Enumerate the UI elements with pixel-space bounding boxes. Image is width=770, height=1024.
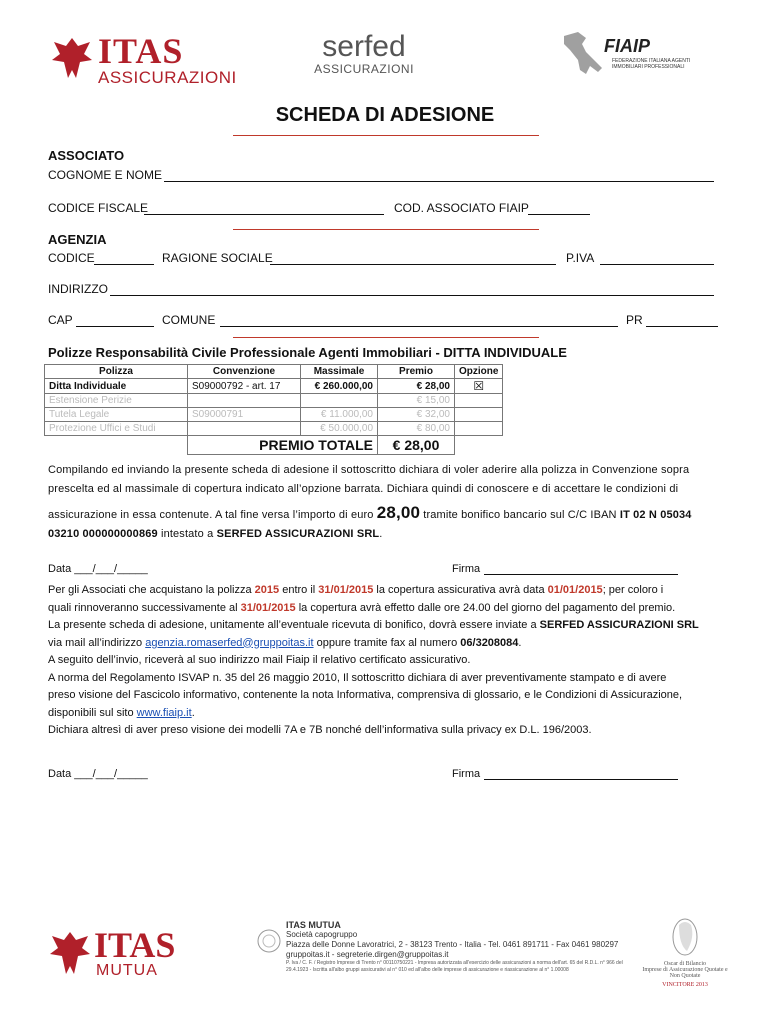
company-name: ITAS MUTUA [286,920,341,930]
codice-label: CODICE [48,251,95,265]
info-paragraph [48,582,728,740]
associato-heading: ASSOCIATO [48,148,125,163]
cod-associato-field[interactable] [528,214,590,215]
info-text: A seguito dell’invio, riceverà al suo indirizzo mail Fiaip il relativo certificato assicurativo. [48,654,471,666]
info-text: quali rinnoveranno successivamente al [48,601,241,614]
iban-part2: 03210 000000000869 [48,528,158,540]
premio-cell: € 32,00 [378,408,455,422]
total-row [45,436,503,455]
serfed-logo-sub: ASSICURAZIONI [314,62,414,76]
fax-number: 06/3208084 [460,636,519,649]
year-highlight: 2015 [254,584,280,596]
declaration-line: intestato a [157,528,217,540]
email-link[interactable]: agenzia.romaserfed@gruppoitas.it [145,636,314,649]
info-text: ; per coloro i [602,584,664,596]
info-text: entro il [279,584,319,596]
col-opzione: Opzione [455,365,503,379]
table-row [45,408,503,422]
declaration-line: Compilando ed inviando la presente scheda di adesione il sottoscritto dichiara di voler aderire alla polizza in Convenzione sopra [48,464,690,476]
declaration-line: . [379,528,383,540]
company-legal: P. Iva / C. F. / Registro Imprese di Trento n° 00110750221 - Impresa autorizzata all'esercizio delle assicurazioni a norma dell'art. 65 del R.D.L. n° 966 del 29.4.1923 - Iscritta all'albo gruppi assicurativi al n° 010 ed all'albo delle imprese di assicurazione e riassicurazione al n° 1.00008 [286,960,623,973]
company-emails: gruppoitas.it - segreterie.dirgen@gruppoitas.it [286,950,449,959]
comune-label: COMUNE [162,313,216,327]
company-group: Società capogruppo [286,930,358,939]
col-premio: Premio [378,365,455,379]
info-text: A norma del Regolamento ISVAP n. 35 del 26 maggio 2010, Il sottoscritto dichiara di aver preventivamente stampato e di avere [48,671,667,684]
award-subtitle: Imprese di Assicurazione Quotate e Non Quotate [642,967,728,979]
date-highlight: 31/01/2015 [318,584,374,596]
date-field[interactable]: Data ___/___/_____ [48,768,148,780]
itas-logo [50,32,250,90]
table-row [45,394,503,408]
declaration-line: assicurazione in essa contenute. A tal fine versa l’importo di euro [48,509,377,521]
itas-logo-sub: ASSICURAZIONI [98,68,237,87]
indirizzo-field[interactable] [110,295,714,296]
info-text: . [191,706,195,719]
massimale-cell [301,394,378,408]
codice-field[interactable] [94,264,154,265]
info-text: Dichiara altresì di aver preso visione dei modelli 7A e 7B nonché dell’informativa sulla privacy ex D.L. 196/2003. [48,724,592,736]
info-text: la copertura assicurativa avrà data [373,584,548,596]
option-checkbox[interactable] [455,422,503,436]
polizza-cell: Tutela Legale [45,408,188,422]
divider [233,229,539,230]
convenzione-cell: S09000792 - art. 17 [188,379,301,394]
website-link[interactable]: www.fiaip.it [136,706,192,719]
award-winner: VINCITORE 2013 [662,982,708,988]
info-text: . [518,636,522,649]
pr-field[interactable] [646,326,718,327]
massimale-cell: € 260.000,00 [301,379,378,394]
info-text: via mail all’indirizzo [48,636,146,649]
info-text: la copertura avrà effetto dalle ore 24.00 del giorno del pagamento del premio. [295,601,676,614]
table-header-row [45,365,503,379]
pr-label: PR [626,313,643,327]
date-highlight: 01/01/2015 [547,584,603,596]
company-address: Piazza delle Donne Lavoratrici, 2 - 38123 Trento - Italia - Tel. 0461 891711 - Fax 0461 980297 [286,940,619,949]
info-text: disponibili sul sito [48,706,137,719]
itas-mutua-logo-name: ITAS [94,925,176,965]
info-text: Per gli Associati che acquistano la polizza [48,584,255,596]
piva-field[interactable] [600,264,714,265]
total-label: PREMIO TOTALE [188,436,378,455]
massimale-cell: € 50.000,00 [301,422,378,436]
divider [233,337,539,338]
agenzia-heading: AGENZIA [48,232,107,247]
eagle-icon [48,928,92,978]
serfed-logo [314,30,414,90]
signature-field[interactable] [484,574,678,575]
cap-field[interactable] [76,326,154,327]
premio-cell: € 28,00 [378,379,455,394]
fiaip-logo [556,30,716,86]
signature-field[interactable] [484,779,678,780]
cognome-nome-field[interactable] [164,181,714,182]
col-massimale: Massimale [301,365,378,379]
col-convenzione: Convenzione [188,365,301,379]
polizze-table [44,364,503,455]
recipient-name: SERFED ASSICURAZIONI SRL [539,619,699,631]
polizza-cell: Ditta Individuale [45,379,188,394]
piva-label: P.IVA [566,251,595,265]
polizza-cell: Estensione Perizie [45,394,188,408]
page-title: SCHEDA DI ADESIONE [275,104,495,126]
convenzione-cell: S09000791 [188,408,301,422]
itas-logo-name: ITAS [98,31,184,71]
cognome-nome-label: COGNOME E NOME [48,168,163,182]
award-figure-icon [665,915,705,959]
comune-field[interactable] [220,326,618,327]
option-checkbox[interactable] [455,408,503,422]
codice-fiscale-label: CODICE FISCALE [48,201,149,215]
serfed-logo-name: serfed [322,30,406,63]
beneficiary-name: SERFED ASSICURAZIONI SRL [216,528,380,540]
itas-mutua-logo-sub: MUTUA [96,962,158,979]
cap-label: CAP [48,313,73,327]
info-text: oppure tramite fax al numero [313,636,461,649]
fiaip-logo-sub: FEDERAZIONE ITALIANA AGENTI IMMOBILIARI PROFESSIONALI [612,58,691,70]
title-divider [233,135,539,136]
date-field[interactable]: Data ___/___/_____ [48,563,148,575]
info-text: preso visione del Fascicolo informativo, contenente la nota Informativa, comprensiva di glossario, e le Condizioni di Assicurazione, [48,689,683,701]
premio-cell: € 15,00 [378,394,455,408]
signature-label: Firma [452,563,481,575]
eagle-icon [50,34,94,82]
option-checkbox[interactable]: ☒ [455,379,503,394]
total-value: € 28,00 [378,436,455,455]
premio-cell: € 80,00 [378,422,455,436]
cod-associato-label: COD. ASSOCIATO FIAIP [394,201,529,215]
indirizzo-label: INDIRIZZO [48,282,108,296]
seal-icon [256,928,282,954]
codice-fiscale-field[interactable] [144,214,384,215]
company-info [286,920,636,974]
col-polizza: Polizza [45,365,188,379]
convenzione-cell [188,422,301,436]
table-row [45,422,503,436]
italy-map-icon [556,30,606,82]
info-text: La presente scheda di adesione, unitamente all’eventuale ricevuta di bonifico, dovrà essere inviate a [48,619,540,631]
award-title: Oscar di Bilancio [664,961,706,967]
amount-value: 28,00 [376,503,421,522]
signature-label: Firma [452,768,481,780]
polizza-cell: Protezione Uffici e Studi [45,422,188,436]
declaration-line: tramite bonifico bancario sul C/C IBAN [420,509,620,521]
declaration-line: prescelta ed al massimale di copertura indicato all’opzione barrata. Dichiara quindi di conoscere e di accettare le condizioni di [48,483,679,495]
table-row [45,379,503,394]
iban-part1: IT 02 N 05034 [619,509,692,521]
ragione-sociale-label: RAGIONE SOCIALE [162,251,273,265]
date-highlight: 31/01/2015 [240,601,296,614]
itas-mutua-logo [48,925,208,980]
polizze-title: Polizze Responsabilità Civile Professionale Agenti Immobiliari - DITTA INDIVIDUALE [48,345,567,360]
fiaip-logo-name: FIAIP [604,36,651,56]
award-badge [640,915,730,1015]
declaration-paragraph [48,461,728,544]
ragione-sociale-field[interactable] [270,264,556,265]
massimale-cell: € 11.000,00 [301,408,378,422]
convenzione-cell [188,394,301,408]
option-checkbox[interactable] [455,394,503,408]
